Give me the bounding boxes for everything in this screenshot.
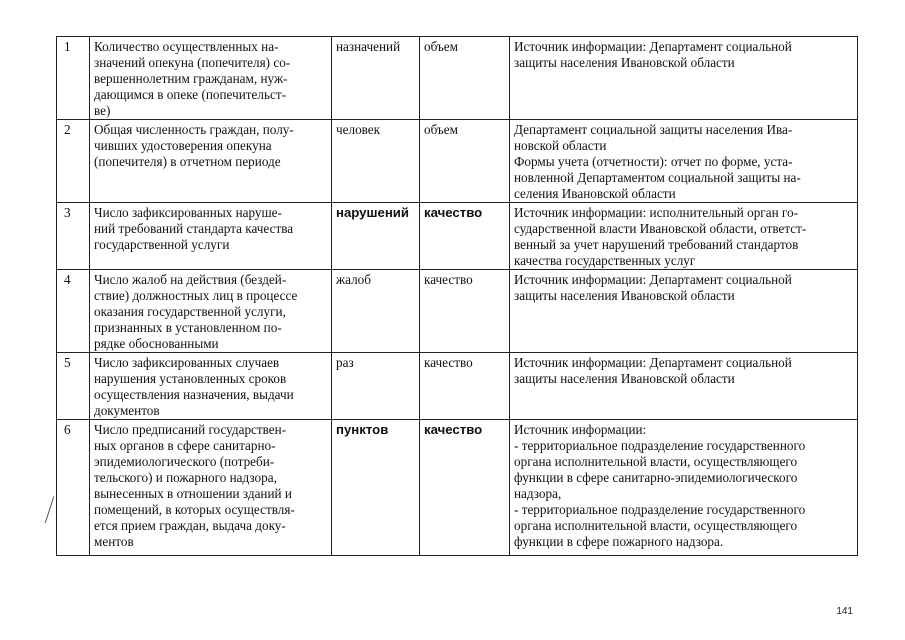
indicator-type: объем: [420, 37, 510, 120]
information-source: [510, 270, 858, 353]
indicator-name-line: рядке обоснованными: [94, 336, 219, 351]
information-source-line: - территориальное подразделение государственного: [514, 502, 806, 517]
information-source-line: Источник информации: Департамент социальной: [514, 272, 792, 287]
indicator-name-line: (попечителя) в отчетном периоде: [94, 154, 281, 169]
indicator-type: качество: [420, 420, 510, 556]
table-row: [57, 420, 858, 556]
indicator-name-line: осуществления назначения, выдачи: [94, 387, 294, 402]
information-source-line: защиты населения Ивановской области: [514, 55, 735, 70]
indicator-name-line: Число жалоб на действия (бездей-: [94, 272, 287, 287]
indicator-name-line: Количество осуществленных на-: [94, 39, 279, 54]
indicator-name: [90, 120, 332, 203]
information-source-line: Формы учета (отчетности): отчет по форме, уста-: [514, 154, 793, 169]
information-source-line: защиты населения Ивановской области: [514, 371, 735, 386]
page-number: 141: [836, 606, 853, 617]
indicator-name: [90, 270, 332, 353]
information-source-line: Источник информации: исполнительный орган го-: [514, 205, 798, 220]
scan-pen-mark: [45, 496, 57, 524]
information-source-line: сударственной власти Ивановской области, ответст-: [514, 221, 807, 236]
row-number: 1: [57, 37, 90, 120]
indicator-name-line: ствие) должностных лиц в процессе: [94, 288, 298, 303]
indicator-name-line: Число предписаний государствен-: [94, 422, 287, 437]
indicator-name-line: признанных в установленном по-: [94, 320, 282, 335]
indicator-name-line: помещений, в которых осуществля-: [94, 502, 295, 517]
information-source-line: Источник информации:: [514, 422, 647, 437]
information-source-line: защиты населения Ивановской области: [514, 288, 735, 303]
indicator-type: качество: [420, 270, 510, 353]
indicator-name-line: чивших удостоверения опекуна: [94, 138, 272, 153]
unit-of-measure: назначений: [332, 37, 420, 120]
indicator-name-line: дающимся в опеке (попечительст-: [94, 87, 286, 102]
table-row: [57, 270, 858, 353]
information-source-line: качества государственных услуг: [514, 253, 696, 268]
indicator-name-line: документов: [94, 403, 160, 418]
indicator-name-line: государственной услуги: [94, 237, 230, 252]
information-source-line: новленной Департаментом социальной защиты на-: [514, 170, 801, 185]
indicator-name-line: нарушения установленных сроков: [94, 371, 287, 386]
indicator-name-line: ний требований стандарта качества: [94, 221, 294, 236]
table-row: [57, 120, 858, 203]
information-source: [510, 120, 858, 203]
indicator-name: [90, 203, 332, 270]
information-source-line: венный за учет нарушений требований стандартов: [514, 237, 799, 252]
indicator-name-line: ется прием граждан, выдача доку-: [94, 518, 286, 533]
row-number: 6: [57, 420, 90, 556]
indicator-name: [90, 353, 332, 420]
indicator-name-line: Общая численность граждан, полу-: [94, 122, 294, 137]
information-source-line: Источник информации: Департамент социальной: [514, 355, 792, 370]
information-source: [510, 353, 858, 420]
indicator-name-line: вынесенных в отношении зданий и: [94, 486, 292, 501]
table-row: [57, 37, 858, 120]
indicator-name-line: тельского) и пожарного надзора,: [94, 470, 277, 485]
indicator-name-line: вершеннолетним гражданам, нуж-: [94, 71, 288, 86]
indicator-name: [90, 420, 332, 556]
information-source: [510, 203, 858, 270]
indicator-type: качество: [420, 203, 510, 270]
row-number: 2: [57, 120, 90, 203]
information-source: [510, 37, 858, 120]
row-number: 3: [57, 203, 90, 270]
row-number: 4: [57, 270, 90, 353]
indicator-name-line: ных органов в сфере санитарно-: [94, 438, 276, 453]
table-row: [57, 203, 858, 270]
information-source-line: Департамент социальной защиты населения Ива-: [514, 122, 793, 137]
indicators-table: [56, 36, 858, 556]
information-source-line: новской области: [514, 138, 607, 153]
indicator-type: объем: [420, 120, 510, 203]
unit-of-measure: нарушений: [332, 203, 420, 270]
row-number: 5: [57, 353, 90, 420]
indicator-name-line: ментов: [94, 534, 134, 549]
indicator-name-line: Число зафиксированных случаев: [94, 355, 280, 370]
indicator-name-line: ве): [94, 103, 111, 118]
indicator-name-line: значений опекуна (попечителя) со-: [94, 55, 291, 70]
information-source-line: селения Ивановской области: [514, 186, 676, 201]
information-source-line: - территориальное подразделение государственного: [514, 438, 806, 453]
unit-of-measure: раз: [332, 353, 420, 420]
indicator-name-line: оказания государственной услуги,: [94, 304, 286, 319]
information-source-line: органа исполнительной власти, осуществляющего: [514, 518, 798, 533]
information-source-line: органа исполнительной власти, осуществляющего: [514, 454, 798, 469]
unit-of-measure: пунктов: [332, 420, 420, 556]
table-row: [57, 353, 858, 420]
information-source-line: функции в сфере пожарного надзора.: [514, 534, 724, 549]
information-source-line: Источник информации: Департамент социальной: [514, 39, 792, 54]
information-source-line: надзора,: [514, 486, 562, 501]
information-source: [510, 420, 858, 556]
unit-of-measure: жалоб: [332, 270, 420, 353]
indicator-name-line: Число зафиксированных наруше-: [94, 205, 282, 220]
unit-of-measure: человек: [332, 120, 420, 203]
indicator-name-line: эпидемиологического (потреби-: [94, 454, 275, 469]
indicator-name: [90, 37, 332, 120]
indicator-type: качество: [420, 353, 510, 420]
information-source-line: функции в сфере санитарно-эпидемиологического: [514, 470, 798, 485]
